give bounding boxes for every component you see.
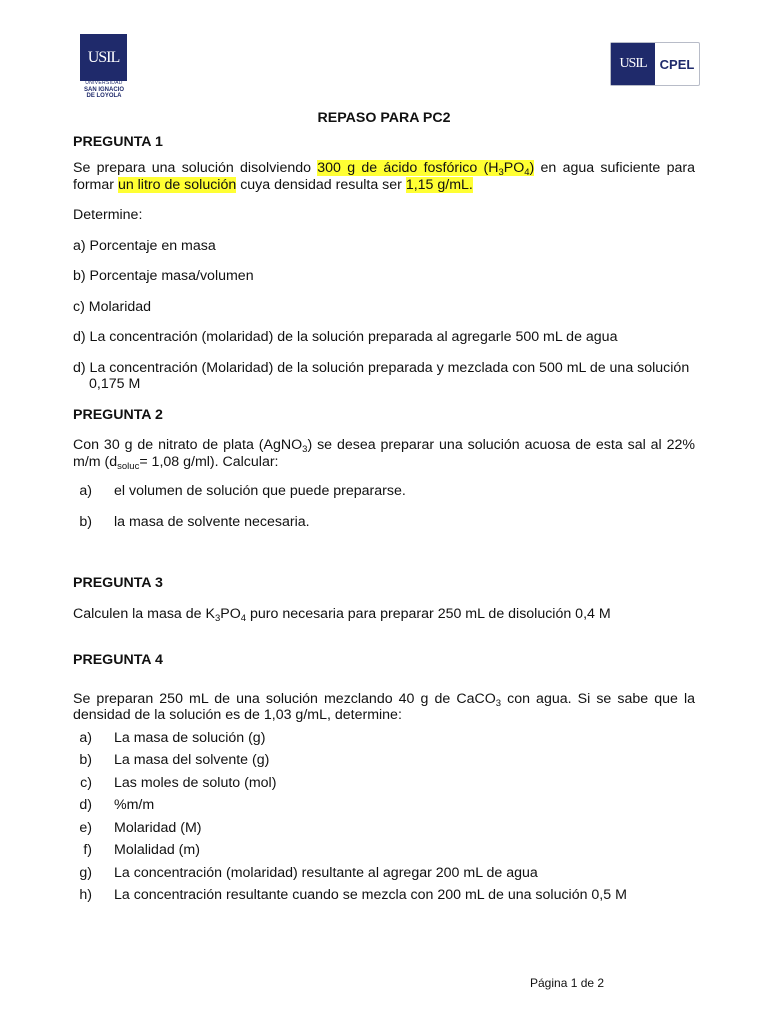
question-2-heading: PREGUNTA 2	[73, 406, 163, 423]
list-item: a) La masa de solución (g)	[79, 729, 266, 746]
list-item: h) La concentración resultante cuando se mezcla con 200 mL de una solución 0,5 M	[79, 887, 627, 903]
highlight-density: 1,15 g/mL.	[405, 176, 473, 193]
question-1-heading: PREGUNTA 1	[73, 133, 163, 150]
document-body	[73, 110, 695, 904]
question-4-statement: Se preparan 250 mL de una solución mezclando 40 g de CaCO$_3$ con agua. Si se sabe que la densidad de la solución es de 1,03 g/mL, determine:	[73, 690, 695, 723]
question-4-heading: PREGUNTA 4	[73, 652, 163, 668]
list-item: f) Molalidad (m)	[83, 842, 200, 858]
question-2-list	[73, 483, 695, 530]
question-3-heading: PREGUNTA 3	[73, 575, 163, 591]
cpel-logo	[610, 42, 700, 86]
usil-logo-mark: USIL	[87, 48, 120, 66]
list-item: b) la masa de solvente necesaria.	[79, 513, 310, 530]
highlight-solute: 300 g de ácido fosfórico $(H_3PO_4)$	[317, 160, 535, 178]
usil-caption-line-2: SAN IGNACIO	[83, 86, 124, 93]
question-1-item-d2: d) La concentración (Molaridad) de la solución preparada y mezclada con 500 mL de una solución 0,175 M	[73, 359, 690, 392]
question-1-determine: Determine:	[73, 207, 143, 223]
question-1-item-b: b) Porcentaje masa/volumen	[73, 268, 254, 284]
usil-caption-line-3: DE LOYOLA	[86, 93, 122, 99]
page-title: REPASO PARA PC2	[317, 110, 451, 126]
question-1-item-d1: d) La concentración (molaridad) de la solución preparada al agregarle 500 mL de agua	[73, 329, 618, 345]
cpel-logo-text: CPEL	[659, 56, 695, 72]
question-1-item-a: a) Porcentaje en masa	[73, 237, 216, 254]
list-item: c) Las moles de soluto (mol)	[80, 774, 277, 791]
question-1-statement: Se prepara una solución disolviendo 300 g de ácido fosfórico $(H_3PO_4)$ en agua suficiente para formar un litro de solución cuya densidad resulta ser 1,15 g/mL.	[73, 160, 695, 193]
usil-logo-caption	[78, 80, 130, 100]
highlight-volume: un litro de solución	[117, 176, 237, 193]
list-item: e) Molaridad (M)	[79, 819, 202, 836]
question-3-statement: Calculen la masa de $K_3PO_4$ puro necesaria para preparar 250 mL de disolución 0,4 M	[73, 605, 611, 624]
usil-caption-line-1: UNIVERSIDAD	[85, 80, 123, 86]
page-number: Página 1 de 2	[530, 976, 605, 990]
usil-logo	[80, 34, 127, 81]
question-2-statement: Con 30 g de nitrato de plata (AgNO$_3$) se desea preparar una solución acuosa de esta sal al 22% m/m ($d_{soluc}= 1,08$ g/ml). Calcular:	[73, 437, 695, 472]
cpel-logo-mark: USIL	[611, 43, 655, 85]
list-item: b) La masa del solvente (g)	[79, 752, 270, 768]
question-4-list	[73, 730, 695, 904]
question-1-item-c: c) Molaridad	[73, 298, 152, 315]
list-item: a) el volumen de solución que puede prepararse.	[79, 483, 406, 499]
list-item: g) La concentración (molaridad) resultante al agregar 200 mL de agua	[79, 864, 538, 881]
list-item: d) %m/m	[79, 797, 155, 813]
